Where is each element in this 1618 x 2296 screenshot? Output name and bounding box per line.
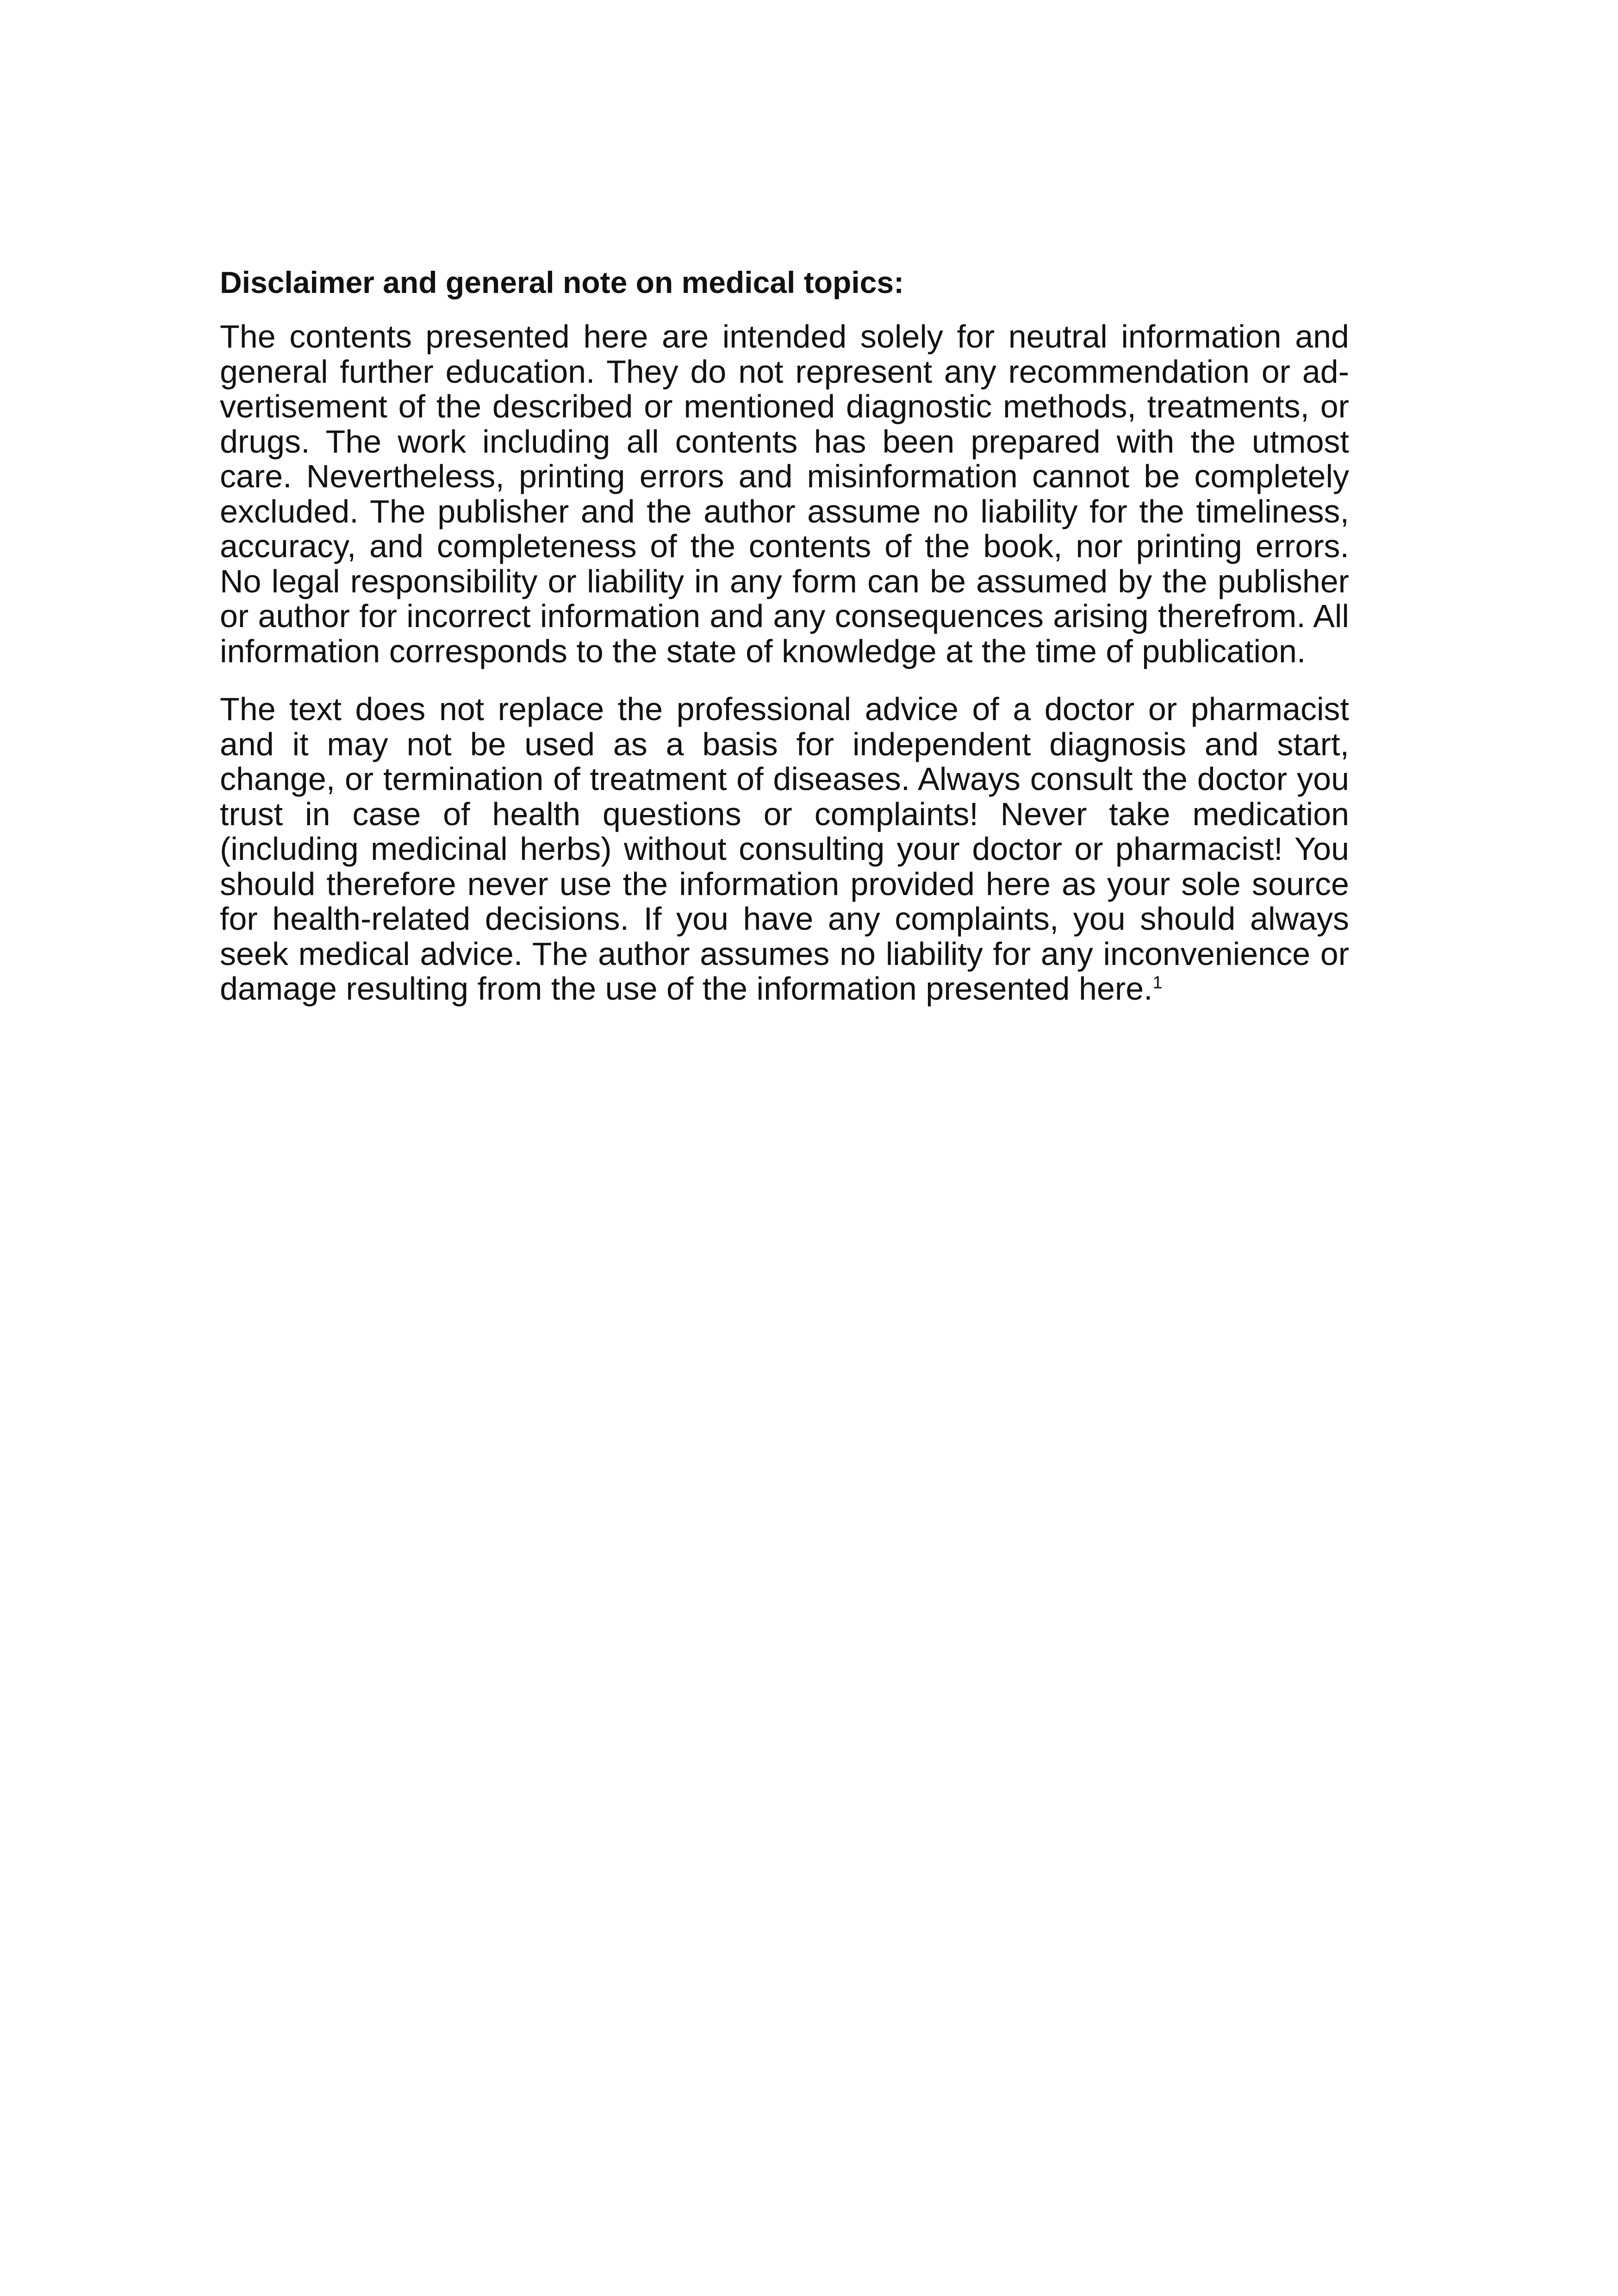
disclaimer-paragraph-2-text: The text does not replace the professional advice of a doctor or pharmacist and it may not be used as a basis for independent diagnosis and start, change, or termination of treatment of diseases. Always consult the doctor you trust in case of health questions or complaints! Never take medication (including medicinal herbs) without consulting your doctor or pharmacist! You should therefore never use the information provided here as your sole source for health-related decisions. If you have any complaints, you should always seek medical advice. The author assumes no liability for any inconvenience or damage resulting from the use of the information presented here. bbox=[220, 691, 1349, 1007]
disclaimer-section bbox=[220, 264, 1349, 1030]
disclaimer-paragraph-1: The contents presented here are intended solely for neutral information and general further education. They do not represent any recommendation or advertisement of the described or mentioned diagnostic methods, treatments, or drugs. The work including all contents has been prepared with the utmost care. Nevertheless, printing errors and misinformation cannot be completely excluded. The publisher and the author assume no liability for the timeliness, accuracy, and completeness of the contents of the book, nor printing errors. No legal responsibility or liability in any form can be assumed by the publisher or author for incorrect information and any consequences arising therefrom. All information corresponds to the state of knowledge at the time of publication. bbox=[220, 318, 1349, 669]
footnote-marker[interactable]: 1 bbox=[1152, 973, 1163, 993]
disclaimer-paragraph-2 bbox=[220, 692, 1349, 1007]
disclaimer-heading: Disclaimer and general note on medical topics: bbox=[220, 265, 904, 299]
